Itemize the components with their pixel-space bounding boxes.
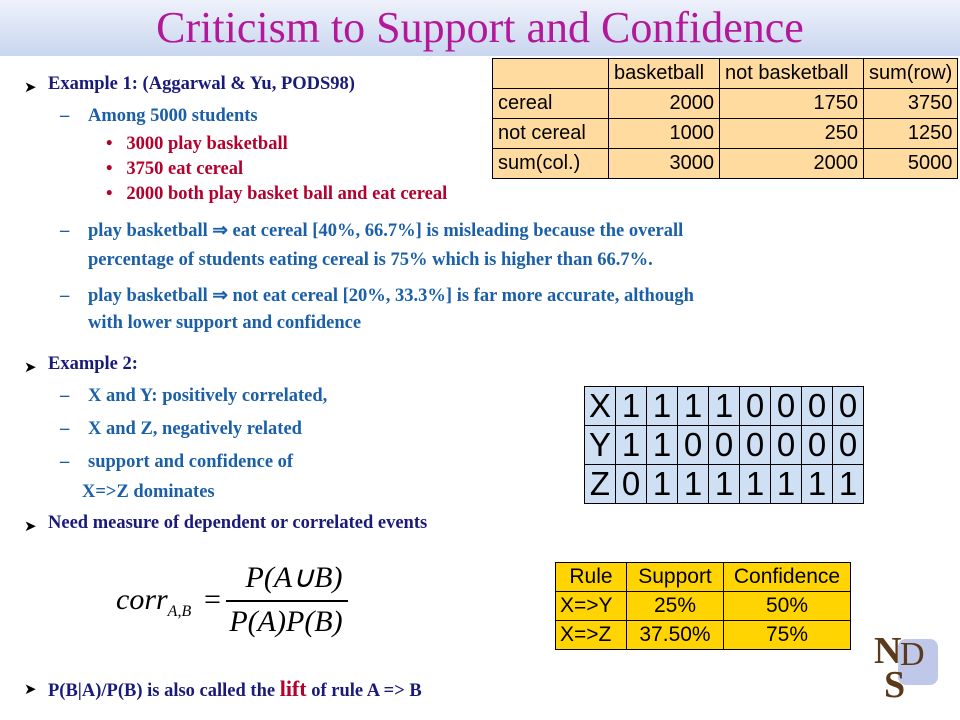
table-cell: X=>Z [556,621,627,650]
logo-graphic [870,625,950,705]
table-cell: 0 [740,426,771,465]
table-cell: 1 [678,387,709,426]
slide-title: Criticism to Support and Confidence [156,3,804,52]
table-cell: 0 [678,426,709,465]
arrow-bullet-icon: ➤ [24,78,37,96]
example2-item-text: X and Y: positively correlated, [88,386,328,406]
table-cell: 1000 [609,119,720,149]
fact-text: 3750 eat cereal [126,159,244,179]
table-cell: 5000 [864,149,958,179]
table-cell: 0 [616,465,647,504]
table-row [585,387,864,426]
table-cell: 1 [616,387,647,426]
table-row [493,149,958,179]
fact-item: • 2000 both play basket ball and eat cereal [106,184,448,204]
example2-heading: Example 2: [48,354,138,374]
table-cell: basketball [609,59,720,89]
lift-line-after: of rule A => B [306,681,422,701]
table-cell: 3750 [864,89,958,119]
formula-subscript: A,B [167,603,192,620]
arrow-bullet-icon: ➤ [24,358,37,376]
nds-logo [870,625,950,705]
table-cell: X [585,387,616,426]
example2-item [60,452,293,473]
table-cell: 0 [740,387,771,426]
formula-fraction-bar [226,600,348,602]
dash-bullet: – [60,419,70,439]
formula-corr: corr [116,583,168,616]
table-cell: not cereal [493,119,609,149]
table-cell: Rule [556,563,627,592]
table-cell: 0 [833,426,864,465]
example2-item [60,419,302,440]
table-row [556,621,851,650]
example2-item [60,386,327,407]
rule2-text: play basketball ⇒ not eat cereal [20%, 33.3%] is far more accurate, although [88,286,694,306]
table-cell: 1 [740,465,771,504]
example2-item-text: support and confidence of [88,452,294,472]
rule2-line1 [60,285,694,307]
dash-bullet: – [60,452,70,472]
table-row [585,426,864,465]
table-cell: sum(col.) [493,149,609,179]
table-cell: 0 [771,426,802,465]
table-row [493,89,958,119]
rule1-line1 [60,220,683,242]
rule1-text: play basketball ⇒ eat cereal [40%, 66.7%] is misleading because the overall [88,221,684,241]
dash-bullet: – [60,221,70,241]
example2-item-text: X and Z, negatively related [88,419,302,439]
rule1-line2: percentage of students eating cereal is 75% which is higher than 66.7%. [88,250,653,270]
table-cell: 2000 [609,89,720,119]
table-header-row [493,59,958,89]
table-header-row [556,563,851,592]
table-cell: 1 [647,387,678,426]
table-cell: 1 [709,465,740,504]
arrow-bullet-icon: ➤ [24,680,37,698]
table-cell: Support [627,563,724,592]
fact-item: • 3000 play basketball [106,134,288,154]
table-cell: 1750 [720,89,864,119]
table-cell: 1 [647,426,678,465]
formula-numerator: P(A∪B) [245,561,343,594]
table-cell: 1 [616,426,647,465]
table-cell: 0 [771,387,802,426]
table-cell: Confidence [724,563,851,592]
table-cell: Z [585,465,616,504]
example1-heading: Example 1: (Aggarwal & Yu, PODS98) [48,74,355,94]
table-cell: 1 [678,465,709,504]
table-cell: 1 [647,465,678,504]
table-cell: 0 [802,387,833,426]
table-cell: 250 [720,119,864,149]
table-cell: 37.50% [627,621,724,650]
logo-letter-n: N [874,630,902,672]
table-row [556,592,851,621]
table-row [493,119,958,149]
fact-text: 3000 play basketball [126,134,288,154]
rule-table [555,562,851,650]
table-cell: 0 [833,387,864,426]
example2-continuation: X=>Z dominates [82,482,215,502]
dash-bullet: – [60,386,70,406]
table-cell: sum(row) [864,59,958,89]
table-cell [493,59,609,89]
table-cell: 25% [627,592,724,621]
fact-text: 2000 both play basket ball and eat cereal [126,184,448,204]
table-cell: 0 [709,426,740,465]
table-row [585,465,864,504]
example1-among-text: Among 5000 students [88,106,258,126]
dash-bullet: – [60,106,70,126]
table-cell: 50% [724,592,851,621]
table-cell: 1 [709,387,740,426]
table-cell: Y [585,426,616,465]
dash-bullet: – [60,286,70,306]
table-cell: cereal [493,89,609,119]
arrow-bullet-icon: ➤ [24,517,37,535]
logo-letter-s: S [884,664,906,705]
need-measure: Need measure of dependent or correlated events [48,513,428,533]
rule2-line2: with lower support and confidence [88,313,362,333]
table-cell: 1250 [864,119,958,149]
table-cell: not basketball [720,59,864,89]
table-cell: 2000 [720,149,864,179]
table-cell: X=>Y [556,592,627,621]
table-cell: 1 [802,465,833,504]
formula-denominator: P(A)P(B) [229,605,343,638]
xyz-table [584,386,864,504]
formula-equals: = [204,583,221,616]
logo-letter-d: D [900,636,925,673]
table-cell: 75% [724,621,851,650]
lift-highlight: lift [279,676,307,701]
table-cell: 3000 [609,149,720,179]
lift-line-before: P(B|A)/P(B) is also called the [48,681,280,701]
example1-among [60,106,258,127]
table-cell: 1 [833,465,864,504]
lift-line [48,676,422,702]
table-cell: 1 [771,465,802,504]
fact-item: • 3750 eat cereal [106,159,244,179]
contingency-table [492,58,958,179]
formula-lhs [116,583,191,621]
table-cell: 0 [802,426,833,465]
